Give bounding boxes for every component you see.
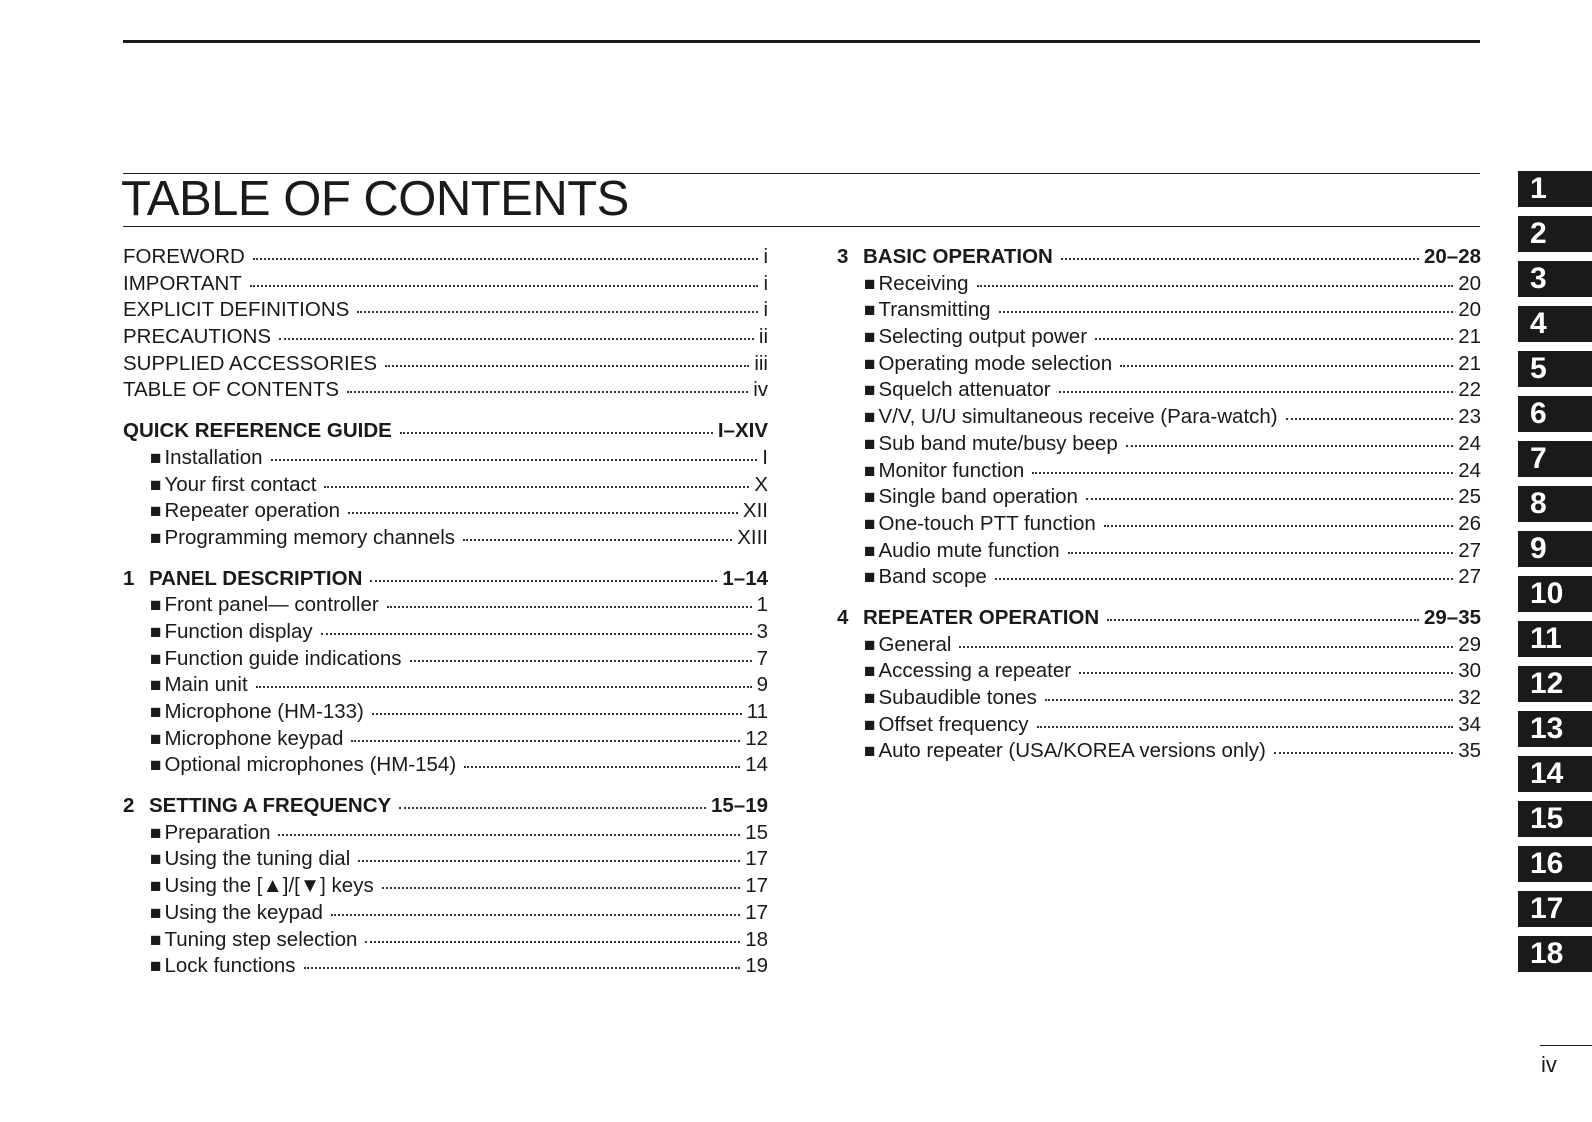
bullet-square-icon: ■	[864, 407, 876, 429]
toc-entry[interactable]	[123, 928, 768, 955]
page-range: 29–35	[1423, 605, 1481, 629]
toc-entry[interactable]	[123, 499, 768, 526]
toc-entry[interactable]	[123, 874, 768, 901]
dot-leader	[382, 887, 740, 889]
page-title: TABLE OF CONTENTS	[121, 172, 629, 226]
toc-section-heading[interactable]	[123, 419, 768, 446]
dot-leader	[321, 633, 752, 635]
entry-page: 25	[1458, 485, 1481, 509]
dot-leader	[372, 713, 742, 715]
dot-leader	[1107, 619, 1419, 621]
entry-page: 35	[1458, 739, 1481, 763]
toc-entry[interactable]	[837, 633, 1481, 660]
page-range: 20–28	[1423, 245, 1481, 268]
top-rule	[123, 40, 1480, 43]
dot-leader	[399, 807, 706, 809]
entry-page: 15	[745, 820, 768, 844]
section-tab[interactable]: 1	[1518, 171, 1592, 207]
entry-page: 7	[756, 646, 768, 670]
entry-page: 14	[745, 753, 768, 777]
entry-label: Installation	[164, 445, 263, 469]
toc-right-column	[837, 245, 1481, 780]
toc-section	[837, 245, 1481, 592]
dot-leader	[351, 740, 740, 742]
section-number: 2	[123, 794, 135, 818]
dot-leader	[1095, 338, 1453, 340]
entry-label: Your first contact	[164, 472, 317, 496]
entry-page: 27	[1458, 538, 1481, 562]
section-number: 3	[837, 245, 849, 268]
entry-label: Audio mute function	[878, 538, 1060, 562]
toc-entry[interactable]	[123, 753, 768, 780]
dot-leader	[348, 512, 738, 514]
toc-left-column	[123, 245, 768, 995]
entry-page: i	[763, 271, 768, 295]
toc-entry[interactable]	[123, 954, 768, 981]
toc-entry[interactable]	[123, 272, 768, 299]
toc-section	[123, 567, 768, 781]
dot-leader	[304, 967, 741, 969]
toc-entry[interactable]	[837, 298, 1481, 325]
entry-label: Band scope	[878, 565, 987, 589]
dot-leader	[357, 311, 758, 313]
entry-page: 3	[756, 619, 768, 643]
section-tab[interactable]: 16	[1518, 846, 1592, 882]
entry-page: 20	[1458, 298, 1481, 322]
bullet-square-icon: ■	[150, 474, 162, 496]
entry-page: iii	[754, 351, 768, 375]
entry-page: 19	[745, 954, 768, 978]
bullet-square-icon: ■	[864, 741, 876, 763]
dot-leader	[1059, 391, 1454, 393]
dot-leader	[959, 646, 1453, 648]
entry-page: 34	[1458, 712, 1481, 736]
bullet-square-icon: ■	[150, 929, 162, 951]
entry-label: Accessing a repeater	[878, 659, 1072, 683]
entry-label: FOREWORD	[123, 245, 245, 268]
bullet-square-icon: ■	[150, 501, 162, 523]
toc-entry[interactable]	[123, 727, 768, 754]
toc-entry[interactable]	[837, 325, 1481, 352]
toc-section-heading[interactable]	[123, 794, 768, 821]
entry-label: Using the tuning dial	[164, 847, 351, 871]
toc-entry[interactable]	[837, 485, 1481, 512]
toc-entry[interactable]	[837, 512, 1481, 539]
toc-section-heading[interactable]	[123, 567, 768, 594]
entry-page: 20	[1458, 271, 1481, 295]
section-number: 1	[123, 566, 135, 590]
entry-page: 30	[1458, 659, 1481, 683]
dot-leader	[358, 860, 740, 862]
entry-page: 11	[746, 700, 768, 723]
dot-leader	[999, 311, 1454, 313]
section-number: 4	[837, 605, 849, 629]
dot-leader	[1126, 445, 1453, 447]
toc-entry[interactable]	[837, 352, 1481, 379]
entry-label: TABLE OF CONTENTS	[123, 378, 340, 402]
entry-label: Programming memory channels	[164, 525, 456, 549]
toc-entry[interactable]	[123, 473, 768, 500]
dot-leader	[977, 285, 1454, 287]
toc-section	[837, 606, 1481, 766]
bullet-square-icon: ■	[864, 634, 876, 656]
bullet-square-icon: ■	[150, 675, 162, 697]
dot-leader	[370, 580, 717, 582]
section-title: BASIC OPERATION	[863, 245, 1053, 268]
entry-page: iv	[753, 378, 768, 402]
toc-entry[interactable]	[837, 432, 1481, 459]
bullet-square-icon: ■	[864, 688, 876, 709]
dot-leader	[400, 432, 713, 434]
toc-entry[interactable]	[123, 298, 768, 325]
entry-label: Tuning step selection	[164, 927, 358, 951]
section-title: REPEATER OPERATION	[863, 605, 1100, 629]
bullet-square-icon: ■	[150, 849, 162, 871]
dot-leader	[250, 285, 759, 287]
entry-label: Offset frequency	[878, 712, 1029, 736]
dot-leader	[1068, 552, 1454, 554]
entry-page: 1	[756, 593, 768, 617]
entry-label: Transmitting	[878, 298, 991, 322]
section-tab[interactable]: 15	[1518, 801, 1592, 837]
bullet-square-icon: ■	[864, 273, 876, 295]
toc-entry[interactable]	[123, 526, 768, 553]
entry-page: XII	[742, 499, 768, 523]
entry-label: Using the [▲]/[▼] keys	[164, 874, 374, 898]
toc-entry[interactable]	[123, 647, 768, 674]
bullet-square-icon: ■	[150, 755, 162, 777]
folio-rule	[1540, 1045, 1592, 1046]
dot-leader	[1274, 752, 1453, 754]
toc-entry[interactable]	[123, 446, 768, 473]
entry-page: I	[762, 445, 768, 469]
section-tabs	[1518, 171, 1592, 981]
dot-leader	[347, 391, 748, 393]
toc-section-heading[interactable]	[837, 606, 1481, 633]
entry-label: Receiving	[878, 271, 969, 295]
page-number: iv	[1541, 1052, 1557, 1077]
section-tab[interactable]: 8	[1518, 486, 1592, 522]
bullet-square-icon: ■	[150, 702, 162, 723]
bullet-square-icon: ■	[150, 956, 162, 978]
entry-page: XIII	[737, 525, 768, 549]
toc-entry[interactable]	[123, 821, 768, 848]
dot-leader	[1286, 418, 1454, 420]
entry-label: Main unit	[164, 673, 248, 697]
section-title: PANEL DESCRIPTION	[149, 566, 363, 590]
section-tab[interactable]: 12	[1518, 666, 1592, 702]
entry-page: 23	[1458, 405, 1481, 429]
entry-label: Operating mode selection	[878, 351, 1113, 375]
entry-page: 24	[1458, 458, 1481, 482]
toc-entry[interactable]	[123, 901, 768, 928]
section-title: SETTING A FREQUENCY	[149, 794, 392, 818]
toc-entry[interactable]	[837, 272, 1481, 299]
entry-label: Auto repeater (USA/KOREA versions only)	[878, 739, 1266, 763]
entry-label: Using the keypad	[164, 900, 323, 924]
entry-page: X	[754, 472, 768, 496]
dot-leader	[256, 686, 752, 688]
toc-entry[interactable]	[123, 325, 768, 352]
entry-label: One-touch PTT function	[878, 511, 1096, 535]
bullet-square-icon: ■	[864, 460, 876, 482]
dot-leader	[464, 766, 740, 768]
entry-page: 17	[745, 900, 768, 924]
toc-entry[interactable]	[123, 673, 768, 700]
toc-section	[123, 245, 768, 405]
toc-entry[interactable]	[837, 659, 1481, 686]
entry-label: Optional microphones (HM-154)	[164, 753, 457, 777]
dot-leader	[1086, 498, 1453, 500]
section-tab[interactable]: 17	[1518, 891, 1592, 927]
entry-label: General	[878, 632, 952, 656]
bullet-square-icon: ■	[150, 876, 162, 898]
toc-section	[123, 419, 768, 552]
bullet-square-icon: ■	[864, 300, 876, 322]
entry-page: 21	[1458, 325, 1481, 349]
bullet-square-icon: ■	[864, 661, 876, 683]
entry-page: i	[763, 245, 768, 268]
entry-page: 9	[756, 673, 768, 697]
entry-label: Monitor function	[878, 458, 1025, 482]
dot-leader	[279, 338, 754, 340]
section-title: QUICK REFERENCE GUIDE	[123, 419, 392, 443]
entry-page: 21	[1458, 351, 1481, 375]
toc-entry[interactable]	[123, 847, 768, 874]
bullet-square-icon: ■	[864, 327, 876, 349]
toc-section	[123, 794, 768, 981]
section-tab[interactable]: 18	[1518, 936, 1592, 972]
dot-leader	[1045, 699, 1453, 701]
section-tab[interactable]: 6	[1518, 396, 1592, 432]
dot-leader	[385, 365, 749, 367]
entry-label: Microphone keypad	[164, 726, 344, 750]
entry-label: Subaudible tones	[878, 686, 1037, 709]
bullet-square-icon: ■	[150, 728, 162, 750]
bullet-square-icon: ■	[864, 380, 876, 402]
section-tab[interactable]: 3	[1518, 261, 1592, 297]
toc-entry[interactable]	[123, 700, 768, 727]
page-range: 1–14	[722, 566, 768, 590]
entry-page: 22	[1458, 378, 1481, 402]
toc-entry[interactable]	[123, 378, 768, 405]
section-tab[interactable]: 7	[1518, 441, 1592, 477]
toc-entry[interactable]	[837, 539, 1481, 566]
entry-label: SUPPLIED ACCESSORIES	[123, 351, 378, 375]
entry-page: 26	[1458, 511, 1481, 535]
entry-page: 18	[745, 927, 768, 951]
entry-label: IMPORTANT	[123, 271, 242, 295]
entry-page: 17	[745, 847, 768, 871]
toc-entry[interactable]	[837, 405, 1481, 432]
entry-label: Repeater operation	[164, 499, 340, 523]
dot-leader	[331, 914, 740, 916]
bullet-square-icon: ■	[864, 513, 876, 535]
toc-entry[interactable]	[123, 620, 768, 647]
entry-label: PRECAUTIONS	[123, 325, 272, 349]
toc-section-heading[interactable]	[837, 245, 1481, 272]
entry-label: Single band operation	[878, 485, 1078, 509]
entry-page: 12	[745, 726, 768, 750]
section-tab[interactable]: 11	[1518, 621, 1592, 657]
entry-label: EXPLICIT DEFINITIONS	[123, 298, 350, 322]
bullet-square-icon: ■	[864, 714, 876, 736]
dot-leader	[1079, 672, 1453, 674]
bullet-square-icon: ■	[864, 487, 876, 509]
bullet-square-icon: ■	[864, 540, 876, 562]
section-tab[interactable]: 9	[1518, 531, 1592, 567]
toc-entry[interactable]	[123, 352, 768, 379]
dot-leader	[1061, 258, 1419, 260]
dot-leader	[995, 578, 1453, 580]
entry-label: Selecting output power	[878, 325, 1088, 349]
section-tab[interactable]: 5	[1518, 351, 1592, 387]
dot-leader	[271, 459, 758, 461]
page-range: 15–19	[710, 794, 768, 818]
entry-page: 32	[1458, 686, 1481, 709]
dot-leader	[278, 834, 740, 836]
bullet-square-icon: ■	[150, 822, 162, 844]
toc-entry[interactable]	[123, 593, 768, 620]
entry-label: V/V, U/U simultaneous receive (Para-watch)	[878, 405, 1278, 429]
bullet-square-icon: ■	[150, 447, 162, 469]
bullet-square-icon: ■	[150, 595, 162, 617]
dot-leader	[1120, 365, 1453, 367]
entry-page: 29	[1458, 632, 1481, 656]
entry-page: 27	[1458, 565, 1481, 589]
dot-leader	[463, 539, 732, 541]
toc-entry[interactable]	[837, 565, 1481, 592]
section-tab[interactable]: 13	[1518, 711, 1592, 747]
bullet-square-icon: ■	[150, 527, 162, 549]
dot-leader	[410, 660, 752, 662]
dot-leader	[1104, 525, 1453, 527]
entry-label: Function display	[164, 619, 313, 643]
dot-leader	[1032, 472, 1453, 474]
toc-entry[interactable]	[837, 686, 1481, 713]
bullet-square-icon: ■	[150, 621, 162, 643]
section-tab[interactable]: 10	[1518, 576, 1592, 612]
dot-leader	[387, 606, 752, 608]
bullet-square-icon: ■	[864, 567, 876, 589]
dot-leader	[324, 486, 749, 488]
section-tab[interactable]: 14	[1518, 756, 1592, 792]
bullet-square-icon: ■	[864, 433, 876, 455]
section-tab[interactable]: 4	[1518, 306, 1592, 342]
dot-leader	[1037, 726, 1454, 728]
toc-entry[interactable]	[123, 245, 768, 272]
entry-page: i	[763, 298, 768, 322]
toc-entry[interactable]	[837, 713, 1481, 740]
entry-page: ii	[758, 325, 768, 349]
bullet-square-icon: ■	[864, 353, 876, 375]
entry-page: 17	[745, 874, 768, 898]
toc-entry[interactable]	[837, 739, 1481, 766]
entry-page: 24	[1458, 431, 1481, 455]
section-tab[interactable]: 2	[1518, 216, 1592, 252]
bullet-square-icon: ■	[150, 648, 162, 670]
dot-leader	[253, 258, 759, 260]
entry-label: Function guide indications	[164, 646, 402, 670]
bullet-square-icon: ■	[150, 902, 162, 924]
page-range: I–XIV	[717, 419, 768, 443]
dot-leader	[365, 941, 740, 943]
entry-label: Front panel— controller	[164, 593, 379, 617]
toc-entry[interactable]	[837, 378, 1481, 405]
entry-label: Squelch attenuator	[878, 378, 1051, 402]
entry-label: Lock functions	[164, 954, 296, 978]
entry-label: Preparation	[164, 820, 271, 844]
entry-label: Microphone (HM-133)	[164, 700, 364, 723]
toc-entry[interactable]	[837, 459, 1481, 486]
title-rule-bottom	[123, 226, 1480, 227]
entry-label: Sub band mute/busy beep	[878, 431, 1118, 455]
